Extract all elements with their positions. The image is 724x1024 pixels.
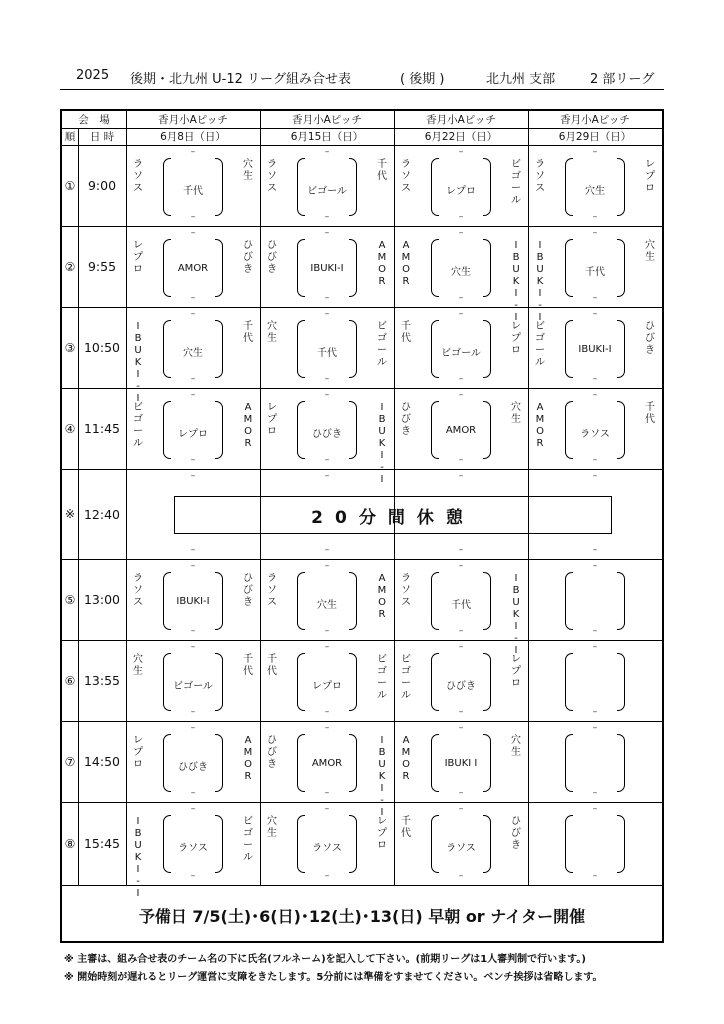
note-start-time: ※ 開始時刻が遅れるとリーグ運営に支障をきたします。5分前には準備をすませてください。ベンチ挨拶は省略します。 bbox=[64, 972, 603, 983]
dash-mark: – bbox=[324, 374, 330, 384]
dash-mark: – bbox=[458, 788, 464, 798]
match-bracket bbox=[565, 158, 625, 214]
grid-hline bbox=[62, 559, 662, 560]
dash-mark: – bbox=[458, 455, 464, 465]
match-bracket bbox=[163, 320, 223, 376]
match-bracket bbox=[297, 653, 357, 709]
header-underline bbox=[60, 89, 664, 90]
row-time: 14:50 bbox=[83, 754, 121, 769]
bracket-right bbox=[617, 815, 625, 873]
dash-mark: – bbox=[190, 788, 196, 798]
match-bracket bbox=[565, 239, 625, 295]
dash-mark: – bbox=[458, 147, 464, 157]
row-number: ⑥ bbox=[64, 673, 76, 688]
grid-hline bbox=[62, 226, 662, 227]
match-center-team: ラソス bbox=[446, 843, 476, 854]
match-center-team: AMOR bbox=[177, 263, 209, 274]
match-left-team: ひ び き bbox=[267, 240, 277, 275]
row-time: 9:00 bbox=[87, 178, 117, 193]
match-right-team: 千 代 bbox=[377, 159, 387, 182]
bracket-right bbox=[617, 653, 625, 711]
dash-mark: – bbox=[458, 390, 464, 400]
match-bracket bbox=[297, 401, 357, 457]
dash-mark: – bbox=[592, 545, 598, 555]
dash-mark: – bbox=[190, 455, 196, 465]
dash-mark: – bbox=[592, 707, 598, 717]
dash-mark: – bbox=[592, 871, 598, 881]
grid-hline bbox=[62, 388, 662, 389]
match-bracket bbox=[297, 734, 357, 790]
match-center-team: IBUKI-I bbox=[310, 263, 344, 274]
datetime-label: 日 時 bbox=[89, 131, 115, 143]
match-left-team: ビ ゴ ー ル bbox=[401, 654, 411, 701]
dash-mark: – bbox=[190, 147, 196, 157]
header-year: 2025 bbox=[76, 68, 110, 83]
match-center-team: ビゴール bbox=[173, 681, 213, 692]
match-right-team: ひ び き bbox=[511, 816, 521, 851]
dash-mark: – bbox=[324, 804, 330, 814]
match-right-team: レ プ ロ bbox=[377, 816, 387, 851]
dash-mark: – bbox=[324, 545, 330, 555]
row-time: 12:40 bbox=[83, 506, 121, 522]
match-left-team: ラ ソ ス bbox=[401, 573, 411, 608]
match-center-team: ビゴール bbox=[307, 186, 347, 197]
match-left-team: A M O R bbox=[535, 402, 545, 449]
match-center-team: ラソス bbox=[312, 843, 342, 854]
match-center-team: IBUKI I bbox=[444, 758, 478, 769]
row-number: ④ bbox=[64, 421, 76, 436]
match-left-team: 千 代 bbox=[401, 816, 411, 839]
match-right-team: レ プ ロ bbox=[645, 159, 655, 194]
dash-mark: – bbox=[458, 561, 464, 571]
match-bracket bbox=[431, 320, 491, 376]
dash-mark: – bbox=[458, 228, 464, 238]
dash-mark: – bbox=[592, 309, 598, 319]
match-right-team: レ プ ロ bbox=[511, 321, 521, 356]
dash-mark: – bbox=[458, 804, 464, 814]
match-bracket bbox=[297, 239, 357, 295]
grid-hline bbox=[62, 721, 662, 722]
dash-mark: – bbox=[190, 723, 196, 733]
match-right-team: I B U K I - I bbox=[512, 240, 520, 323]
match-right-team: ビ ゴ ー ル bbox=[377, 321, 387, 368]
dash-mark: – bbox=[458, 871, 464, 881]
dash-mark: – bbox=[592, 212, 598, 222]
dash-mark: – bbox=[592, 626, 598, 636]
match-left-team: 千 代 bbox=[401, 321, 411, 344]
match-center-team: IBUKI-I bbox=[176, 596, 210, 607]
match-left-team: I B U K I - I bbox=[134, 321, 142, 404]
match-center-team: 穴生 bbox=[585, 186, 605, 197]
match-bracket bbox=[431, 815, 491, 871]
match-left-team: ビ ゴ ー ル bbox=[535, 321, 545, 368]
match-bracket bbox=[565, 320, 625, 376]
dash-mark: – bbox=[592, 561, 598, 571]
match-left-team: ビ ゴ ー ル bbox=[133, 402, 143, 449]
grid-vline bbox=[260, 111, 261, 885]
date-cell: 6月22日（日） bbox=[424, 131, 498, 143]
row-number: ※ bbox=[64, 507, 76, 521]
note-referee: ※ 主審は、組み合せ表のチーム名の下に氏名(フルネーム)を記入して下さい。(前期リーグは1人審判制で行います。) bbox=[64, 954, 586, 965]
match-center-team: レプロ bbox=[446, 186, 476, 197]
match-left-team: ラ ソ ス bbox=[133, 159, 143, 194]
grid-vline bbox=[126, 111, 127, 885]
match-right-team: A M O R bbox=[243, 735, 253, 782]
match-center-team: レプロ bbox=[178, 429, 208, 440]
dash-mark: – bbox=[592, 374, 598, 384]
match-center-team: ビゴール bbox=[441, 348, 481, 359]
venue-cell: 香月小Aピッチ bbox=[292, 114, 362, 126]
match-bracket bbox=[431, 401, 491, 457]
dash-mark: – bbox=[458, 374, 464, 384]
dash-mark: – bbox=[190, 390, 196, 400]
row-time: 11:45 bbox=[83, 421, 121, 436]
match-right-team: ビ ゴ ー ル bbox=[377, 654, 387, 701]
match-left-team: ラ ソ ス bbox=[267, 159, 277, 194]
match-left-team: ひ び き bbox=[267, 735, 277, 770]
match-bracket bbox=[163, 572, 223, 628]
match-bracket bbox=[565, 653, 625, 709]
match-center-team: ひびき bbox=[312, 429, 342, 440]
match-right-team: 千 代 bbox=[243, 654, 253, 677]
document-header bbox=[60, 68, 664, 88]
match-left-team: A M O R bbox=[401, 735, 411, 782]
match-bracket bbox=[163, 734, 223, 790]
match-bracket bbox=[565, 815, 625, 871]
dash-mark: – bbox=[190, 212, 196, 222]
venue-cell: 香月小Aピッチ bbox=[560, 114, 630, 126]
match-right-team: 穴 生 bbox=[511, 402, 521, 425]
dash-mark: – bbox=[190, 293, 196, 303]
dash-mark: – bbox=[324, 212, 330, 222]
match-center-team: ラソス bbox=[580, 429, 610, 440]
dash-mark: – bbox=[324, 871, 330, 881]
dash-mark: – bbox=[190, 309, 196, 319]
match-right-team: レ プ ロ bbox=[511, 654, 521, 689]
match-bracket bbox=[297, 572, 357, 628]
schedule-table bbox=[60, 109, 664, 943]
match-center-team: 穴生 bbox=[451, 267, 471, 278]
dash-mark: – bbox=[458, 707, 464, 717]
dash-mark: – bbox=[592, 228, 598, 238]
grid-hline bbox=[62, 469, 662, 470]
dash-mark: – bbox=[190, 545, 196, 555]
match-left-team: レ プ ロ bbox=[133, 240, 143, 275]
dash-mark: – bbox=[190, 228, 196, 238]
match-bracket bbox=[163, 158, 223, 214]
match-left-team: ラ ソ ス bbox=[267, 573, 277, 608]
match-bracket bbox=[431, 572, 491, 628]
match-right-team: ビ ゴ ー ル bbox=[243, 816, 253, 863]
bracket-right bbox=[617, 572, 625, 630]
match-right-team: ひ び き bbox=[243, 573, 253, 608]
match-center-team: ひびき bbox=[178, 762, 208, 773]
reserve-days: 予備日 7/5(土)･6(日)･12(土)･13(日) 早朝 or ナイター開催 bbox=[138, 906, 586, 926]
match-right-team: ビ ゴ ー ル bbox=[511, 159, 521, 206]
bracket-left bbox=[565, 734, 573, 792]
header-league: 2 部リーグ bbox=[590, 72, 655, 87]
venue-cell: 香月小Aピッチ bbox=[158, 114, 228, 126]
dash-mark: – bbox=[592, 804, 598, 814]
match-right-team: I B U K I - I bbox=[512, 573, 520, 656]
date-cell: 6月29日（日） bbox=[558, 131, 632, 143]
match-right-team: 千 代 bbox=[645, 402, 655, 425]
venue-label: 会 場 bbox=[78, 114, 110, 126]
match-right-team: I B U K I - I bbox=[378, 735, 386, 818]
match-left-team: レ プ ロ bbox=[133, 735, 143, 770]
dash-mark: – bbox=[190, 626, 196, 636]
dash-mark: – bbox=[190, 707, 196, 717]
dash-mark: – bbox=[190, 642, 196, 652]
grid-vline bbox=[394, 111, 395, 885]
match-center-team: 千代 bbox=[183, 186, 203, 197]
match-right-team: 穴 生 bbox=[511, 735, 521, 758]
match-center-team: 千代 bbox=[585, 267, 605, 278]
dash-mark: – bbox=[458, 642, 464, 652]
row-number: ⑤ bbox=[64, 592, 76, 607]
match-bracket bbox=[163, 815, 223, 871]
match-right-team: A M O R bbox=[243, 402, 253, 449]
dash-mark: – bbox=[592, 642, 598, 652]
dash-mark: – bbox=[190, 374, 196, 384]
dash-mark: – bbox=[324, 471, 330, 481]
dash-mark: – bbox=[190, 471, 196, 481]
row-number: ⑧ bbox=[64, 836, 76, 851]
dash-mark: – bbox=[592, 723, 598, 733]
match-center-team: AMOR bbox=[311, 758, 343, 769]
dash-mark: – bbox=[458, 293, 464, 303]
match-center-team: ひびき bbox=[446, 681, 476, 692]
match-center-team: 千代 bbox=[451, 600, 471, 611]
match-right-team: 穴 生 bbox=[645, 240, 655, 263]
dash-mark: – bbox=[458, 545, 464, 555]
match-left-team: 穴 生 bbox=[267, 816, 277, 839]
dash-mark: – bbox=[190, 871, 196, 881]
match-bracket bbox=[565, 401, 625, 457]
match-center-team: 千代 bbox=[317, 348, 337, 359]
dash-mark: – bbox=[324, 228, 330, 238]
match-bracket bbox=[163, 653, 223, 709]
grid-hline bbox=[62, 885, 662, 886]
row-number: ⑦ bbox=[64, 754, 76, 769]
match-left-team: 穴 生 bbox=[267, 321, 277, 344]
dash-mark: – bbox=[324, 455, 330, 465]
dash-mark: – bbox=[324, 723, 330, 733]
match-left-team: A M O R bbox=[401, 240, 411, 287]
match-bracket bbox=[565, 734, 625, 790]
dash-mark: – bbox=[592, 293, 598, 303]
match-right-team: ひ び き bbox=[645, 321, 655, 356]
row-time: 13:55 bbox=[83, 673, 121, 688]
match-bracket bbox=[431, 734, 491, 790]
match-bracket bbox=[297, 320, 357, 376]
bracket-left bbox=[565, 572, 573, 630]
dash-mark: – bbox=[458, 212, 464, 222]
match-bracket bbox=[431, 653, 491, 709]
dash-mark: – bbox=[324, 390, 330, 400]
match-bracket bbox=[565, 572, 625, 628]
dash-mark: – bbox=[592, 390, 598, 400]
dash-mark: – bbox=[324, 309, 330, 319]
row-number: ① bbox=[64, 178, 76, 193]
venue-cell: 香月小Aピッチ bbox=[426, 114, 496, 126]
dash-mark: – bbox=[592, 147, 598, 157]
break-banner: 20分間休憩 bbox=[174, 496, 612, 534]
match-left-team: I B U K I - I bbox=[134, 816, 142, 899]
match-left-team: 千 代 bbox=[267, 654, 277, 677]
dash-mark: – bbox=[324, 642, 330, 652]
dash-mark: – bbox=[190, 804, 196, 814]
header-season: ( 後期 ) bbox=[400, 72, 445, 87]
dash-mark: – bbox=[592, 788, 598, 798]
bracket-right bbox=[617, 734, 625, 792]
grid-vline bbox=[528, 111, 529, 885]
header-title: 後期・北九州 U-12 リーグ組み合せ表 bbox=[130, 72, 352, 87]
dash-mark: – bbox=[592, 455, 598, 465]
match-left-team: I B U K I - I bbox=[536, 240, 544, 323]
match-left-team: レ プ ロ bbox=[267, 402, 277, 437]
grid-hline bbox=[62, 307, 662, 308]
row-time: 9:55 bbox=[87, 259, 117, 274]
match-center-team: ラソス bbox=[178, 843, 208, 854]
dash-mark: – bbox=[458, 309, 464, 319]
dash-mark: – bbox=[324, 626, 330, 636]
match-bracket bbox=[163, 401, 223, 457]
match-left-team: ラ ソ ス bbox=[133, 573, 143, 608]
dash-mark: – bbox=[324, 788, 330, 798]
bracket-left bbox=[565, 653, 573, 711]
row-time: 13:00 bbox=[83, 592, 121, 607]
date-cell: 6月15日（日） bbox=[290, 131, 364, 143]
bracket-left bbox=[565, 815, 573, 873]
match-right-team: A M O R bbox=[377, 240, 387, 287]
match-bracket bbox=[163, 239, 223, 295]
dash-mark: – bbox=[458, 626, 464, 636]
match-right-team: 千 代 bbox=[243, 321, 253, 344]
row-time: 10:50 bbox=[83, 340, 121, 355]
match-bracket bbox=[297, 815, 357, 871]
order-label: 順 bbox=[64, 131, 76, 143]
match-left-team: 穴 生 bbox=[133, 654, 143, 677]
match-center-team: 穴生 bbox=[183, 348, 203, 359]
match-left-team: ラ ソ ス bbox=[401, 159, 411, 194]
match-bracket bbox=[431, 239, 491, 295]
match-bracket bbox=[431, 158, 491, 214]
match-left-team: ラ ソ ス bbox=[535, 159, 545, 194]
dash-mark: – bbox=[458, 471, 464, 481]
match-center-team: IBUKI-I bbox=[578, 344, 612, 355]
match-bracket bbox=[297, 158, 357, 214]
date-cell: 6月8日（日） bbox=[160, 131, 226, 143]
match-right-team: I B U K I - I bbox=[378, 402, 386, 485]
dash-mark: – bbox=[324, 147, 330, 157]
dash-mark: – bbox=[458, 723, 464, 733]
dash-mark: – bbox=[324, 561, 330, 571]
header-branch: 北九州 支部 bbox=[486, 72, 556, 87]
dash-mark: – bbox=[324, 293, 330, 303]
grid-hline bbox=[62, 145, 662, 146]
grid-hline bbox=[62, 802, 662, 803]
match-right-team: 穴 生 bbox=[243, 159, 253, 182]
grid-hline bbox=[62, 640, 662, 641]
row-number: ③ bbox=[64, 340, 76, 355]
match-center-team: 穴生 bbox=[317, 600, 337, 611]
match-center-team: レプロ bbox=[312, 681, 342, 692]
match-right-team: A M O R bbox=[377, 573, 387, 620]
dash-mark: – bbox=[324, 707, 330, 717]
dash-mark: – bbox=[190, 561, 196, 571]
match-center-team: AMOR bbox=[445, 425, 477, 436]
match-left-team: ひ び き bbox=[401, 402, 411, 437]
row-time: 15:45 bbox=[83, 836, 121, 851]
row-number: ② bbox=[64, 259, 76, 274]
dash-mark: – bbox=[592, 471, 598, 481]
match-right-team: ひ び き bbox=[243, 240, 253, 275]
